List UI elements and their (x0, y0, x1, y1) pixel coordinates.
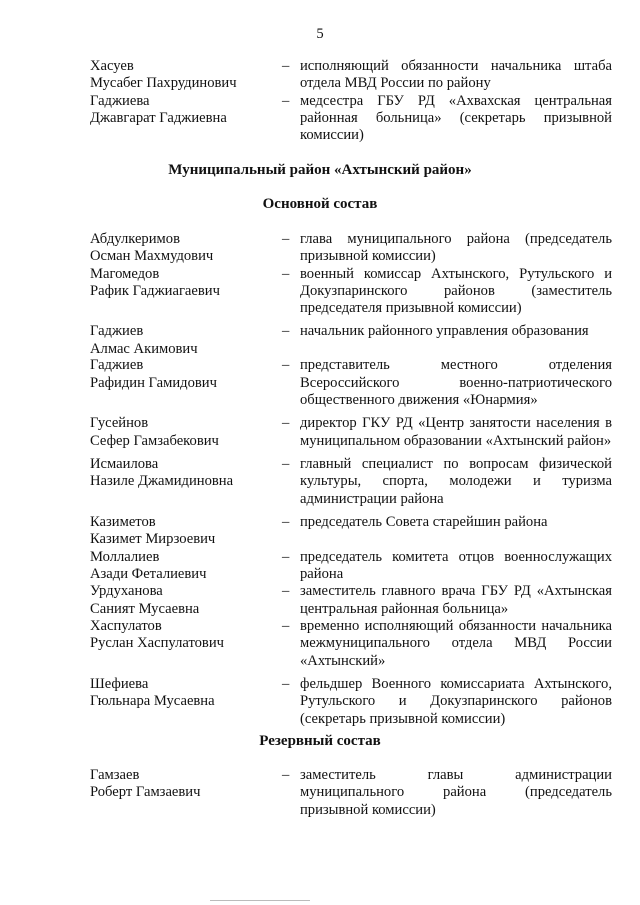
dash-separator: – (282, 357, 290, 374)
member-given-name: Назиле Джамидиновна (90, 473, 234, 490)
page-number: 5 (316, 26, 324, 42)
member-role: медсестра ГБУ РД «Ахвахская центральная районная больница» (секретарь призывной комиссии) (300, 92, 612, 144)
member-entry (90, 266, 612, 318)
member-entry (90, 231, 612, 266)
top-entries-list (90, 58, 612, 144)
member-name (90, 514, 278, 549)
member-given-name: Руслан Хаспулатович (90, 635, 224, 652)
member-given-name: Сефер Гамзабекович (90, 432, 219, 449)
member-surname: Исмаилова (90, 455, 159, 472)
member-entry (90, 456, 612, 508)
dash-separator: – (282, 265, 290, 282)
member-role: представитель местного отделения Всероссийского военно-патриотического общественного движения «Юнармия» (300, 357, 612, 409)
member-surname: Гамзаев (90, 767, 140, 783)
member-given-name: Гюльнара Мусаевна (90, 693, 215, 710)
member-role: директор ГКУ РД «Центр занятости населения в муниципальном образовании «Ахтынский район» (300, 415, 612, 449)
member-entry (90, 583, 612, 618)
member-given-name: Саният Мусаевна (90, 600, 200, 617)
member-given-name: Казимет Мирзоевич (90, 531, 216, 548)
member-entry (90, 767, 612, 819)
member-entry (90, 618, 612, 670)
member-role: фельдшер Военного комиссариата Ахтынского, Рутульского и Докузпаринского районов (секретарь призывной комиссии) (300, 675, 612, 727)
member-name (90, 58, 278, 93)
dash-separator: – (282, 455, 290, 472)
member-name (90, 266, 278, 301)
member-name (90, 583, 278, 618)
member-given-name: Джавгарат Гаджиевна (90, 109, 227, 126)
dash-separator: – (282, 92, 290, 109)
member-entry (90, 58, 612, 93)
dash-separator: – (282, 323, 290, 340)
member-surname: Гусейнов (90, 415, 149, 432)
member-name (90, 456, 278, 491)
bottom-rule (210, 900, 310, 901)
member-given-name: Рафидин Гамидович (90, 374, 217, 391)
reserve-entries-list (90, 767, 612, 819)
member-surname: Гаджиева (90, 92, 150, 109)
member-name (90, 415, 278, 450)
member-surname: Хасуев (90, 58, 134, 74)
dash-separator: – (282, 415, 290, 432)
member-name (90, 93, 278, 128)
member-entry (90, 323, 612, 357)
member-surname: Моллалиев (90, 548, 160, 565)
member-surname: Хаспулатов (90, 618, 162, 635)
member-name (90, 676, 278, 711)
member-name (90, 357, 278, 392)
member-role: временно исполняющий обязанности начальника межмуниципального отдела МВД России «Ахтынский» (300, 618, 612, 669)
member-given-name: Мусабег Пахрудинович (90, 75, 237, 92)
member-entry (90, 676, 612, 728)
district-title: Муниципальный район «Ахтынский район» (168, 162, 472, 178)
member-role: председатель комитета отцов военнослужащих района (300, 548, 612, 583)
member-given-name: Азади Феталиевич (90, 566, 207, 583)
main-entries-list (90, 231, 612, 728)
member-surname: Абдулкеримов (90, 231, 180, 247)
member-name (90, 323, 278, 358)
dash-separator: – (282, 583, 290, 600)
member-role: председатель Совета старейшин района (300, 513, 548, 530)
member-surname: Гаджиев (90, 323, 144, 340)
member-given-name: Осман Махмудович (90, 248, 214, 265)
dash-separator: – (282, 513, 290, 530)
member-given-name: Алмас Акимович (90, 340, 198, 357)
member-role: глава муниципального района (председатель призывной комиссии) (300, 231, 612, 265)
member-name (90, 767, 278, 802)
dash-separator: – (282, 58, 290, 74)
dash-separator: – (282, 767, 290, 783)
member-surname: Гаджиев (90, 357, 144, 374)
member-surname: Магомедов (90, 265, 160, 282)
member-role: военный комиссар Ахтынского, Рутульского и Докузпаринского районов (заместитель председателя призывной комиссии) (300, 265, 612, 317)
dash-separator: – (282, 675, 290, 692)
member-role: главный специалист по вопросам физической культуры, спорта, молодежи и туризма администрации района (300, 455, 612, 507)
member-given-name: Роберт Гамзаевич (90, 784, 201, 801)
dash-separator: – (282, 231, 290, 247)
member-entry (90, 514, 612, 549)
member-name (90, 231, 278, 266)
member-role: заместитель главного врача ГБУ РД «Ахтынская центральная районная больница» (300, 583, 612, 617)
dash-separator: – (282, 618, 290, 635)
member-role: заместитель главы администрации муниципального района (председатель призывной комиссии) (300, 767, 612, 818)
member-surname: Шефиева (90, 675, 149, 692)
member-name (90, 549, 278, 584)
dash-separator: – (282, 548, 290, 565)
member-name (90, 618, 278, 653)
reserve-section-title: Резервный состав (259, 733, 381, 749)
member-given-name: Рафик Гаджиагаевич (90, 282, 220, 299)
member-role: начальник районного управления образования (300, 323, 589, 340)
member-entry (90, 549, 612, 584)
member-surname: Урдуханова (90, 583, 163, 600)
main-section-title: Основной состав (262, 196, 378, 212)
member-entry (90, 415, 612, 450)
member-surname: Казиметов (90, 513, 156, 530)
member-entry (90, 93, 612, 145)
member-role: исполняющий обязанности начальника штаба отдела МВД России по району (300, 58, 612, 92)
member-entry (90, 357, 612, 409)
